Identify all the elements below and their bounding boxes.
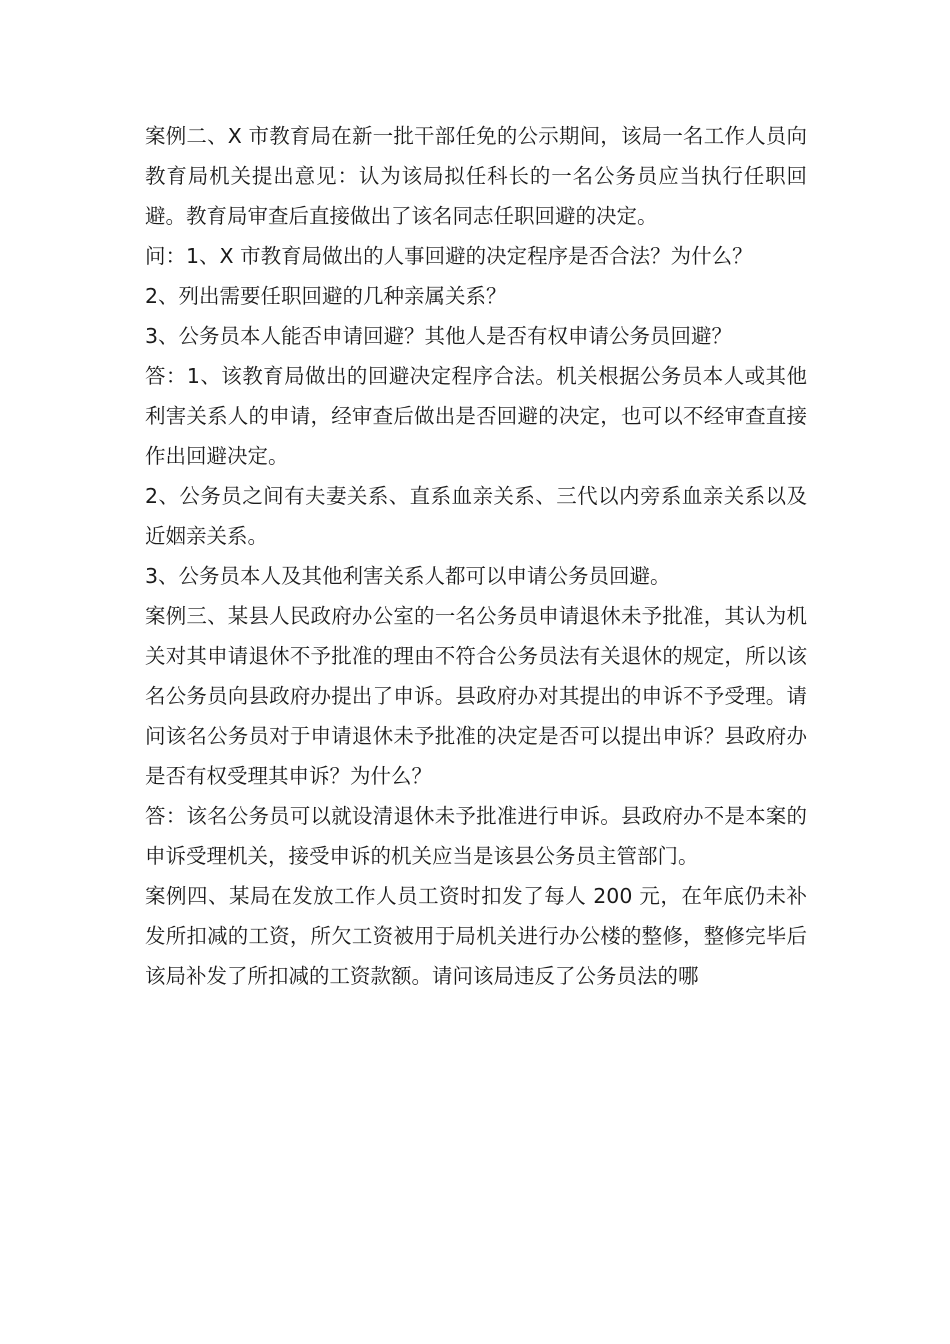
paragraph-case-four: 案例四、某局在发放工作人员工资时扣发了每人 200 元，在年底仍未补发所扣减的工资，所欠工资被用于局机关进行办公楼的整修，整修完毕后该局补发了所扣减的工资款额。请问该局违反了公务员法的哪 bbox=[145, 884, 807, 988]
paragraph-case-three: 案例三、某县人民政府办公室的一名公务员申请退休未予批准，其认为机关对其申请退休不予批准的理由不符合公务员法有关退休的规定，所以该名公务员向县政府办提出了申诉。县政府办对其提出的申诉不予受理。请问该名公务员对于申请退休未予批准的决定是否可以提出申诉？县政府办是否有权受理其申诉？为什么？ bbox=[145, 604, 807, 788]
paragraph-question-2: 2、列出需要任职回避的几种亲属关系？ bbox=[145, 284, 507, 308]
paragraph-question-1: 问：1、X 市教育局做出的人事回避的决定程序是否合法？为什么？ bbox=[145, 244, 753, 268]
paragraph-case-three-answer: 答：该名公务员可以就设清退休未予批准进行申诉。县政府办不是本案的申诉受理机关，接受申诉的机关应当是该县公务员主管部门。 bbox=[145, 804, 807, 868]
paragraph-answer-2: 2、公务员之间有夫妻关系、直系血亲关系、三代以内旁系血亲关系以及近姻亲关系。 bbox=[145, 484, 807, 548]
paragraph-question-3: 3、公务员本人能否申请回避？其他人是否有权申请公务员回避？ bbox=[145, 324, 733, 348]
paragraph-answer-3: 3、公务员本人及其他利害关系人都可以申请公务员回避。 bbox=[145, 564, 671, 588]
paragraph-case-two: 案例二、X 市教育局在新一批干部任免的公示期间，该局一名工作人员向教育局机关提出意见：认为该局拟任科长的一名公务员应当执行任职回避。教育局审查后直接做出了该名同志任职回避的决定。 bbox=[145, 124, 807, 228]
document-body bbox=[145, 116, 807, 996]
paragraph-answer-1: 答：1、该教育局做出的回避决定程序合法。机关根据公务员本人或其他利害关系人的申请，经审查后做出是否回避的决定，也可以不经审查直接作出回避决定。 bbox=[145, 364, 807, 468]
